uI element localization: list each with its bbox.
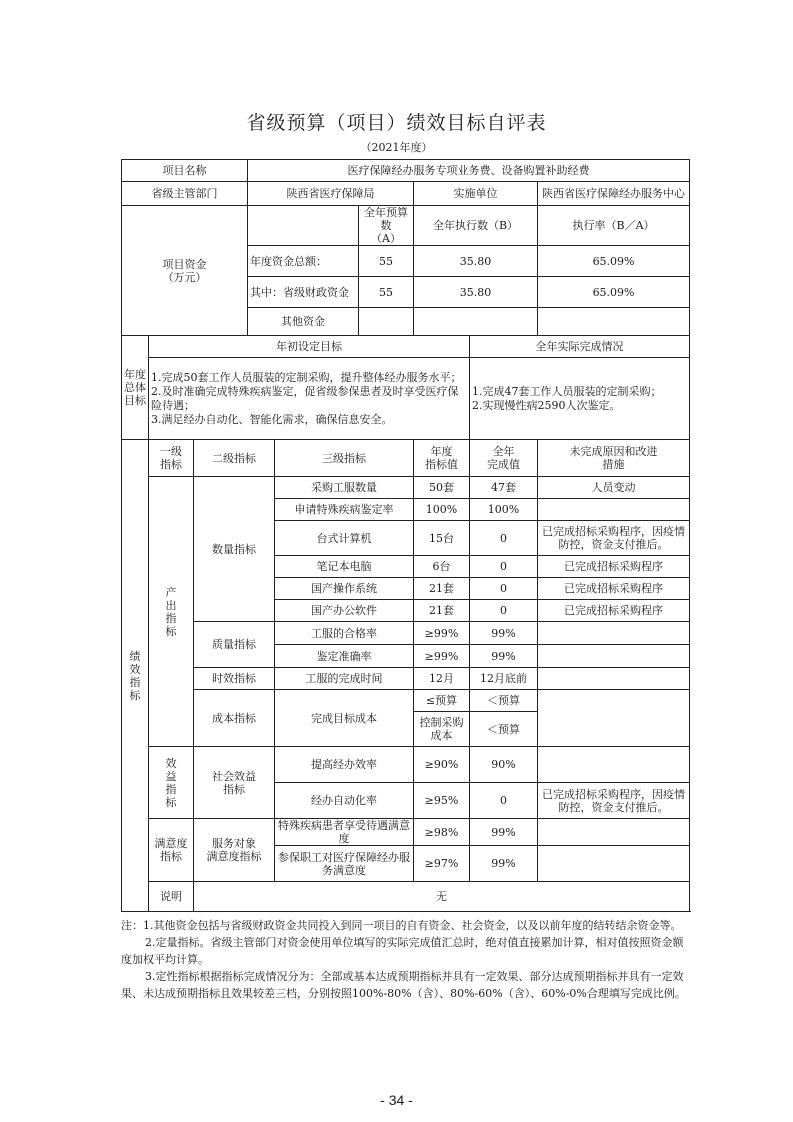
social-benefit-label: 社会效益 指标 (194, 747, 275, 819)
goals-label: 年度 总体 目标 (122, 336, 149, 440)
indicator-actual: 47套 (470, 477, 538, 499)
funds-label: 项目资金 （万元） (122, 206, 248, 336)
indicator-name: 采购工服数量 (275, 477, 414, 499)
footnote-1: 注：1.其他资金包括与省级财政资金共同投入到同一项目的自有资金、社会资金，以及以前年度的结转结余资金等。 (121, 919, 682, 932)
indicator-reason: 已完成招标采购程序，因疫情防控，资金支付推后。 (538, 783, 690, 819)
funds-row-label: 年度资金总额： (248, 246, 359, 277)
indicator-reason: 人员变动 (538, 477, 690, 499)
indicator-actual: 0 (470, 783, 538, 819)
funds-exec-value: 35.80 (414, 246, 538, 277)
goals-header-row (122, 336, 690, 358)
indicator-reason (538, 747, 690, 783)
indicator-target: 21套 (414, 578, 470, 600)
goals-content-row (122, 358, 690, 440)
table-row (122, 819, 690, 846)
goals-actual-header: 全年实际完成情况 (470, 336, 690, 358)
indicator-target: 12月 (414, 668, 470, 690)
impl-label: 实施单位 (414, 182, 538, 206)
table-row (122, 622, 690, 645)
remark-label: 说明 (149, 882, 194, 912)
goals-planned-header: 年初设定目标 (149, 336, 470, 358)
table-row (122, 477, 690, 499)
funds-header-row (122, 206, 690, 246)
indicator-reason (538, 846, 690, 882)
evaluation-table (121, 159, 690, 912)
funds-exec-value (414, 308, 538, 336)
indicator-actual: 100% (470, 499, 538, 521)
indicator-reason: 已完成招标采购程序 (538, 600, 690, 622)
funds-rate-value (538, 308, 690, 336)
cost-indicator-label: 成本指标 (194, 690, 275, 747)
footnote-2: 2.定量指标。省级主管部门对资金使用单位填写的实际完成值汇总时，绝对值直接累加计算，相对值按照资金额度加权平均计算。 (121, 936, 684, 966)
indicator-actual: 12月底前 (470, 668, 538, 690)
quality-indicator-label: 质量指标 (194, 622, 275, 668)
service-satisfaction-label: 服务对象 满意度指标 (194, 819, 275, 882)
indicator-name: 申请特殊疾病鉴定率 (275, 499, 414, 521)
header-level1: 一级 指标 (149, 440, 194, 477)
indicator-actual: 99% (470, 622, 538, 645)
indicator-name: 鉴定准确率 (275, 645, 414, 668)
indicator-actual: ＜预算 (470, 712, 538, 747)
indicator-actual: 90% (470, 747, 538, 783)
indicator-name: 笔记本电脑 (275, 556, 414, 578)
funds-rate-value: 65.09% (538, 277, 690, 308)
indicator-actual: 0 (470, 521, 538, 556)
output-indicator-label: 产 出 指 标 (149, 477, 194, 747)
indicator-reason: 已完成招标采购程序 (538, 578, 690, 600)
project-name-label: 项目名称 (122, 160, 248, 182)
indicator-target: 6台 (414, 556, 470, 578)
indicator-target: 21套 (414, 600, 470, 622)
indicator-actual: ＜预算 (470, 690, 538, 712)
indicators-label: 绩 效 指 标 (122, 440, 149, 912)
indicator-reason (538, 499, 690, 521)
timeliness-indicator-label: 时效指标 (194, 668, 275, 690)
indicator-name: 参保职工对医疗保障经办服务满意度 (275, 846, 414, 882)
footnotes (121, 917, 693, 1002)
page-title: 省级预算（项目）绩效目标自评表 (246, 112, 547, 134)
header-actual: 全年 完成值 (470, 440, 538, 477)
funds-col-budget: 全年预算数 （A） (359, 206, 414, 246)
header-target: 年度 指标值 (414, 440, 470, 477)
footnote-3: 3.定性指标根据指标完成情况分为：全部或基本达成预期指标并具有一定效果、部分达成预期指标并具有一定效果、未达成预期指标且效果较差三档，分别按照100%-80%（含）、80%-60%（含）、60%-0%合理填写完成比例。 (121, 970, 686, 1000)
indicator-name: 工服的完成时间 (275, 668, 414, 690)
indicator-target: ≥99% (414, 622, 470, 645)
indicator-name: 国产操作系统 (275, 578, 414, 600)
indicator-actual: 0 (470, 600, 538, 622)
project-name-value: 医疗保障经办服务专项业务费、设备购置补助经费 (248, 160, 690, 182)
indicator-name: 工服的合格率 (275, 622, 414, 645)
funds-col-exec: 全年执行数（B） (414, 206, 538, 246)
indicator-target: 50套 (414, 477, 470, 499)
indicator-reason (538, 819, 690, 846)
funds-row-label: 其他资金 (248, 308, 359, 336)
indicator-actual: 0 (470, 578, 538, 600)
table-row (122, 747, 690, 783)
indicator-actual: 99% (470, 645, 538, 668)
indicator-reason (538, 668, 690, 690)
funds-exec-value: 35.80 (414, 277, 538, 308)
indicator-actual: 99% (470, 846, 538, 882)
indicator-name: 提高经办效率 (275, 747, 414, 783)
indicator-target: 100% (414, 499, 470, 521)
header-reason: 未完成原因和改进 措施 (538, 440, 690, 477)
indicator-actual: 0 (470, 556, 538, 578)
header-level2: 二级指标 (194, 440, 275, 477)
indicator-target: ≤预算 (414, 690, 470, 712)
indicator-name: 台式计算机 (275, 521, 414, 556)
page-number: - 34 - (380, 1092, 413, 1108)
indicator-target: 控制采购 成本 (414, 712, 470, 747)
funds-col-rate: 执行率（B／A） (538, 206, 690, 246)
funds-budget-value: 55 (359, 246, 414, 277)
goals-planned: 1.完成50套工作人员服装的定制采购，提升整体经办服务水平； 2.及时准确完成特殊疾病鉴定，促省级参保患者及时享受医疗保险待遇； 3.满足经办自动化、智能化需求，确保信息安全。 (149, 358, 470, 440)
benefit-indicator-label: 效 益 指 标 (149, 747, 194, 819)
table-row (122, 690, 690, 712)
indicator-reason: 已完成招标采购程序 (538, 556, 690, 578)
indicator-name: 完成目标成本 (275, 690, 414, 747)
funds-budget-value (359, 308, 414, 336)
remark-value: 无 (194, 882, 690, 912)
indicator-name: 特殊疾病患者享受待遇满意度 (275, 819, 414, 846)
table-row (122, 668, 690, 690)
quantity-indicator-label: 数量指标 (194, 477, 275, 622)
report-year: （2021年度） (360, 141, 433, 154)
indicator-header-row (122, 440, 690, 477)
dept-value: 陕西省医疗保障局 (248, 182, 414, 206)
indicator-reason (538, 690, 690, 747)
project-name-row (122, 160, 690, 182)
header-level3: 三级指标 (275, 440, 414, 477)
funds-rate-value: 65.09% (538, 246, 690, 277)
impl-value: 陕西省医疗保障经办服务中心 (538, 182, 690, 206)
indicator-reason: 已完成招标采购程序，因疫情防控，资金支付推后。 (538, 521, 690, 556)
dept-label: 省级主管部门 (122, 182, 248, 206)
satisfaction-indicator-label: 满意度 指标 (149, 819, 194, 882)
remark-row (122, 882, 690, 912)
funds-budget-value: 55 (359, 277, 414, 308)
indicator-target: ≥99% (414, 645, 470, 668)
indicator-target: ≥97% (414, 846, 470, 882)
indicator-reason (538, 645, 690, 668)
goals-actual: 1.完成47套工作人员服装的定制采购； 2.实现慢性病2590人次鉴定。 (470, 358, 690, 440)
indicator-name: 经办自动化率 (275, 783, 414, 819)
indicator-actual: 99% (470, 819, 538, 846)
indicator-reason (538, 622, 690, 645)
indicator-name: 国产办公软件 (275, 600, 414, 622)
funds-row-label: 其中：省级财政资金 (248, 277, 359, 308)
department-row (122, 182, 690, 206)
indicator-target: ≥90% (414, 747, 470, 783)
indicator-target: 15台 (414, 521, 470, 556)
indicator-target: ≥98% (414, 819, 470, 846)
indicator-target: ≥95% (414, 783, 470, 819)
